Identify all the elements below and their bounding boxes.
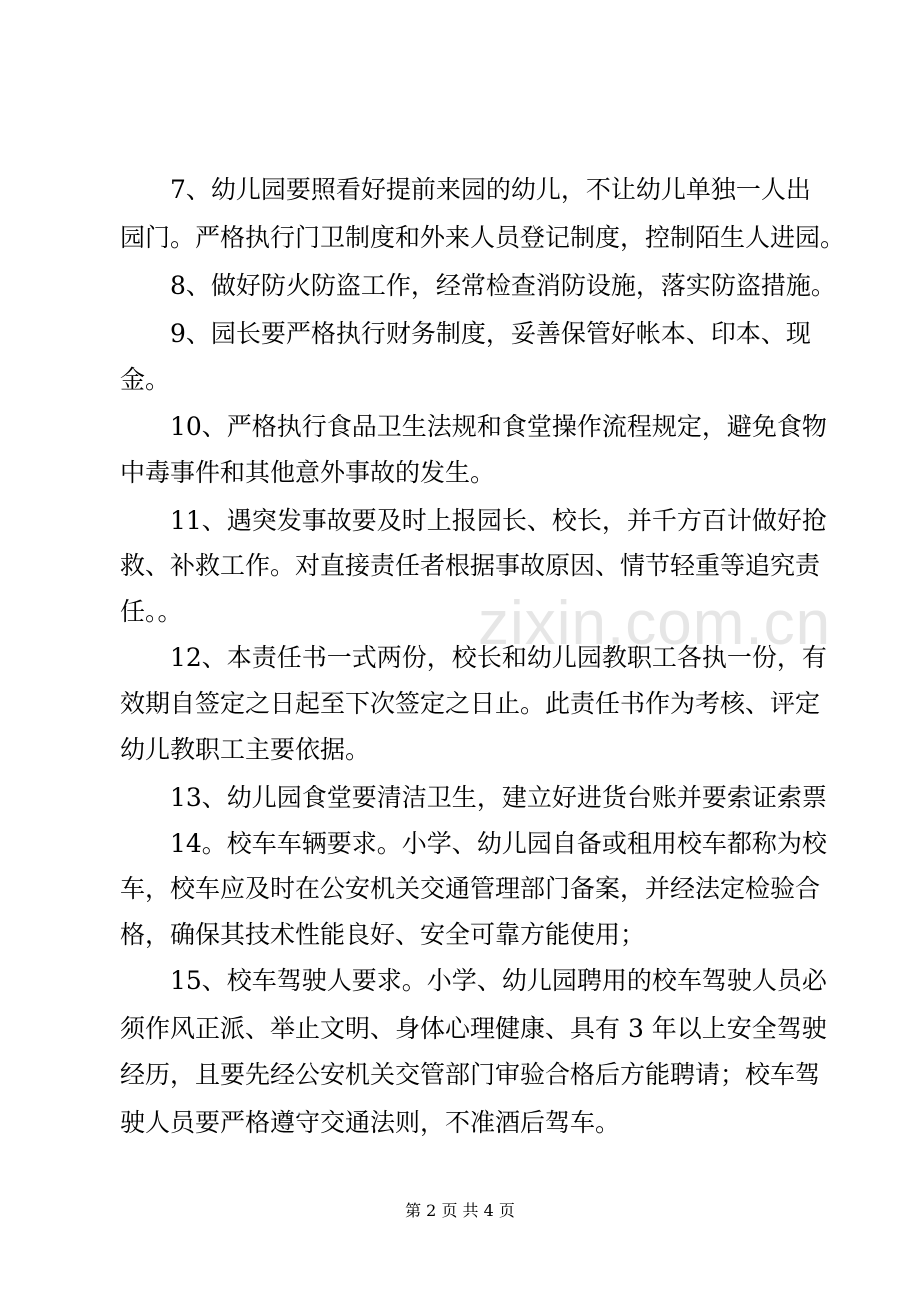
text-line-content: 8、做好防火防盗工作，经常检查消防设施，落实防盗措施。 — [170, 271, 836, 300]
text-line — [0, 263, 920, 309]
text-line — [0, 1052, 920, 1098]
text-line — [0, 311, 920, 357]
text-line-content: 12、本责任书一式两份，校长和幼儿园教职工各执一份，有 — [170, 643, 827, 672]
text-line-content: 10、严格执行食品卫生法规和食堂操作流程规定，避免食物 — [170, 412, 827, 441]
text-line-content: 幼儿教职工主要依据。 — [120, 735, 371, 764]
text-line — [0, 727, 920, 773]
text-line-content: 园门。严格执行门卫制度和外来人员登记制度，控制陌生人进园。 — [120, 223, 846, 252]
text-line-content: 14。校车车辆要求。小学、幼儿园自备或租用校车都称为校 — [170, 829, 827, 858]
text-line-content: 救、补救工作。对直接责任者根据事故原因、情节轻重等追究责 — [120, 551, 821, 580]
text-line — [0, 215, 920, 261]
text-line — [0, 866, 920, 912]
text-line — [0, 498, 920, 544]
text-line — [0, 450, 920, 496]
text-line-content: 效期自签定之日起至下次签定之日止。此责任书作为考核、评定 — [120, 689, 821, 718]
text-line — [0, 404, 920, 450]
text-line-content: 9、园长要严格执行财务制度，妥善保管好帐本、印本、现 — [170, 319, 811, 348]
text-line-content: 金。 — [120, 365, 171, 394]
text-line — [0, 821, 920, 867]
text-line-content: 任。。 — [120, 597, 183, 626]
text-line-content: 13、幼儿园食堂要清洁卫生，建立好进货台账并要索证索票 — [170, 783, 827, 812]
text-line-content: 须作风正派、举止文明、身体心理健康、具有 3 年以上安全驾驶 — [120, 1014, 827, 1043]
text-line — [0, 912, 920, 958]
page-footer: 第 2 页 共 4 页 — [405, 1201, 515, 1220]
text-line-content: 15、校车驾驶人要求。小学、幼儿园聘用的校车驾驶人员必 — [170, 966, 827, 995]
text-line-content: 经历，且要先经公安机关交管部门审验合格后方能聘请；校车驾 — [120, 1060, 821, 1089]
text-line — [0, 681, 920, 727]
text-line — [0, 357, 920, 403]
text-line-content: 车，校车应及时在公安机关交通管理部门备案，并经法定检验合 — [120, 874, 821, 903]
text-line — [0, 958, 920, 1004]
text-line — [0, 1006, 920, 1052]
text-line-content: 7、幼儿园要照看好提前来园的幼儿，不让幼儿单独一人出 — [170, 175, 811, 204]
text-line — [0, 543, 920, 589]
text-line-content: 11、遇突发事故要及时上报园长、校长，并千方百计做好抢 — [170, 506, 827, 535]
text-line-content: 中毒事件和其他意外事故的发生。 — [120, 458, 496, 487]
text-line — [0, 167, 920, 213]
text-line — [0, 1100, 920, 1146]
text-line-content: 驶人员要严格遵守交通法则，不准酒后驾车。 — [120, 1108, 621, 1137]
text-line-content: 格，确保其技术性能良好、安全可靠方能使用； — [120, 920, 646, 949]
watermark: zixin.com.cn — [478, 589, 832, 658]
text-line — [0, 775, 920, 821]
